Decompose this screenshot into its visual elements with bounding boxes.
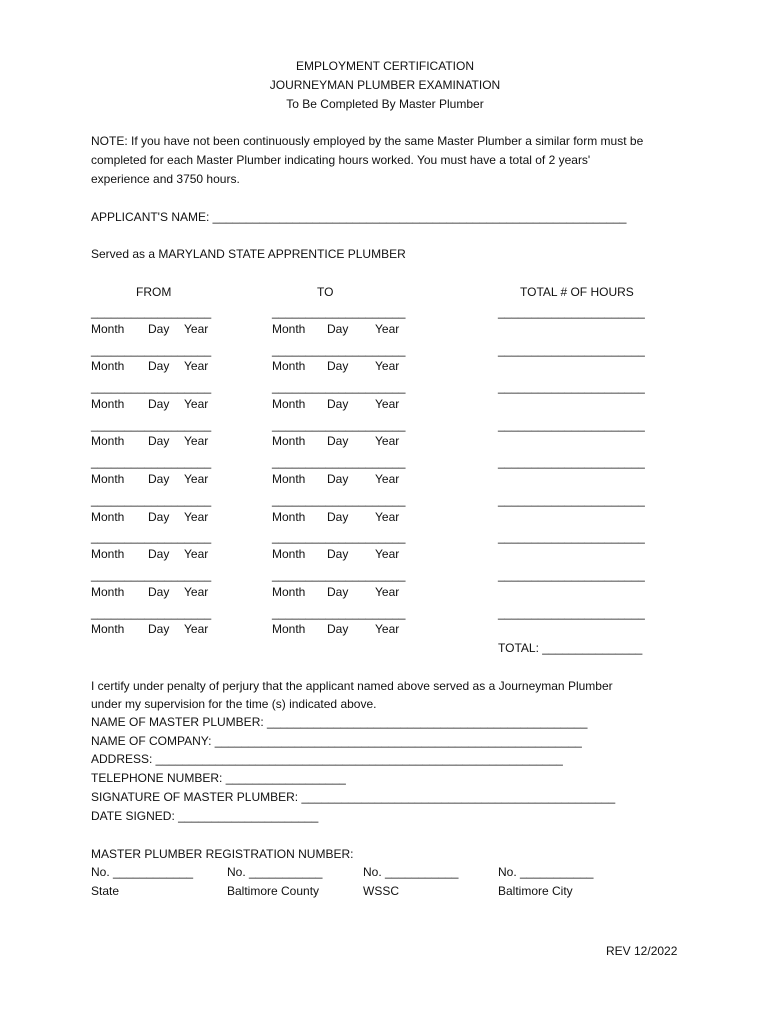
registration-baltimore-county-no[interactable]: No. ___________ [227,865,323,879]
hours-field[interactable]: ______________________ [498,343,645,357]
registration-wssc-no[interactable]: No. ___________ [363,865,459,879]
from-day-label: Day [148,359,170,373]
to-month-label: Month [272,434,306,448]
hours-field[interactable]: ______________________ [498,380,645,394]
to-date-field[interactable]: ____________________ [272,343,406,357]
to-month-label: Month [272,510,306,524]
date-signed-field[interactable]: DATE SIGNED: _____________________ [91,809,319,823]
to-date-field[interactable]: ____________________ [272,305,406,319]
from-date-field[interactable]: __________________ [91,606,212,620]
note-line-2: completed for each Master Plumber indicating hours worked. You must have a total of 2 years' [91,153,591,167]
from-month-label: Month [91,359,125,373]
telephone-field[interactable]: TELEPHONE NUMBER: __________________ [91,771,346,785]
to-day-label: Day [327,322,349,336]
to-date-field[interactable]: ____________________ [272,493,406,507]
from-day-label: Day [148,585,170,599]
signature-field[interactable]: SIGNATURE OF MASTER PLUMBER: _______________________________________________ [91,790,616,804]
to-day-label: Day [327,547,349,561]
to-year-label: Year [375,322,400,336]
to-month-label: Month [272,359,306,373]
to-year-label: Year [375,472,400,486]
registration-state-no[interactable]: No. ____________ [91,865,194,879]
from-date-field[interactable]: __________________ [91,305,212,319]
hours-field[interactable]: ______________________ [498,568,645,582]
to-year-label: Year [375,397,400,411]
to-date-field[interactable]: ____________________ [272,380,406,394]
registration-baltimore-city-no[interactable]: No. ___________ [498,865,594,879]
from-year-label: Year [184,434,209,448]
revision-label: REV 12/2022 [606,944,678,958]
to-month-label: Month [272,322,306,336]
to-day-label: Day [327,434,349,448]
from-year-label: Year [184,585,209,599]
to-column-header: TO [317,285,334,299]
from-date-field[interactable]: __________________ [91,493,212,507]
from-year-label: Year [184,547,209,561]
from-date-field[interactable]: __________________ [91,530,212,544]
registration-heading: MASTER PLUMBER REGISTRATION NUMBER: [91,847,354,861]
from-date-field[interactable]: __________________ [91,455,212,469]
from-year-label: Year [184,472,209,486]
from-day-label: Day [148,397,170,411]
to-day-label: Day [327,397,349,411]
registration-baltimore-city-label: Baltimore City [498,884,573,898]
from-day-label: Day [148,472,170,486]
to-month-label: Month [272,472,306,486]
to-date-field[interactable]: ____________________ [272,530,406,544]
from-month-label: Month [91,472,125,486]
to-month-label: Month [272,622,306,636]
note-line-1: NOTE: If you have not been continuously employed by the same Master Plumber a similar form must be [91,134,644,148]
registration-state-label: State [91,884,120,898]
to-date-field[interactable]: ____________________ [272,418,406,432]
hours-field[interactable]: ______________________ [498,530,645,544]
to-year-label: Year [375,585,400,599]
from-date-field[interactable]: __________________ [91,418,212,432]
from-day-label: Day [148,622,170,636]
registration-wssc-label: WSSC [363,884,399,898]
address-field[interactable]: ADDRESS: _____________________________________________________________ [91,752,563,766]
form-instruction: To Be Completed By Master Plumber [286,97,484,111]
hours-field[interactable]: ______________________ [498,455,645,469]
from-date-field[interactable]: __________________ [91,380,212,394]
from-year-label: Year [184,322,209,336]
registration-baltimore-county-label: Baltimore County [227,884,320,898]
to-year-label: Year [375,510,400,524]
from-month-label: Month [91,322,125,336]
from-column-header: FROM [136,285,172,299]
to-year-label: Year [375,622,400,636]
hours-field[interactable]: ______________________ [498,418,645,432]
to-month-label: Month [272,547,306,561]
to-day-label: Day [327,359,349,373]
to-date-field[interactable]: ____________________ [272,606,406,620]
form-subtitle: JOURNEYMAN PLUMBER EXAMINATION [269,78,501,92]
to-month-label: Month [272,397,306,411]
to-year-label: Year [375,434,400,448]
certify-line-2: under my supervision for the time (s) indicated above. [91,697,377,711]
company-name-field[interactable]: NAME OF COMPANY: _______________________________________________________ [91,734,582,748]
from-month-label: Month [91,547,125,561]
to-day-label: Day [327,510,349,524]
served-as-text: Served as a MARYLAND STATE APPRENTICE PLUMBER [91,247,406,261]
to-day-label: Day [327,622,349,636]
to-year-label: Year [375,359,400,373]
from-day-label: Day [148,322,170,336]
from-year-label: Year [184,622,209,636]
to-year-label: Year [375,547,400,561]
from-month-label: Month [91,434,125,448]
from-date-field[interactable]: __________________ [91,343,212,357]
from-month-label: Month [91,510,125,524]
certify-line-1: I certify under penalty of perjury that the applicant named above served as a Journeyman Plumber [91,679,613,693]
from-day-label: Day [148,510,170,524]
hours-field[interactable]: ______________________ [498,305,645,319]
from-date-field[interactable]: __________________ [91,568,212,582]
hours-field[interactable]: ______________________ [498,493,645,507]
from-year-label: Year [184,510,209,524]
to-month-label: Month [272,585,306,599]
from-day-label: Day [148,434,170,448]
master-plumber-name-field[interactable]: NAME OF MASTER PLUMBER: ________________________________________________ [91,715,588,729]
total-hours-column-header: TOTAL # OF HOURS [520,285,634,299]
applicant-name-field[interactable]: APPLICANT'S NAME: ______________________________________________________________ [91,210,627,224]
from-month-label: Month [91,622,125,636]
to-day-label: Day [327,472,349,486]
to-day-label: Day [327,585,349,599]
from-year-label: Year [184,397,209,411]
hours-field[interactable]: ______________________ [498,606,645,620]
note-line-3: experience and 3750 hours. [91,172,240,186]
total-hours-field[interactable]: TOTAL: _______________ [498,641,643,655]
to-date-field[interactable]: ____________________ [272,455,406,469]
form-title: EMPLOYMENT CERTIFICATION [295,59,475,73]
from-month-label: Month [91,397,125,411]
from-month-label: Month [91,585,125,599]
to-date-field[interactable]: ____________________ [272,568,406,582]
from-day-label: Day [148,547,170,561]
from-year-label: Year [184,359,209,373]
